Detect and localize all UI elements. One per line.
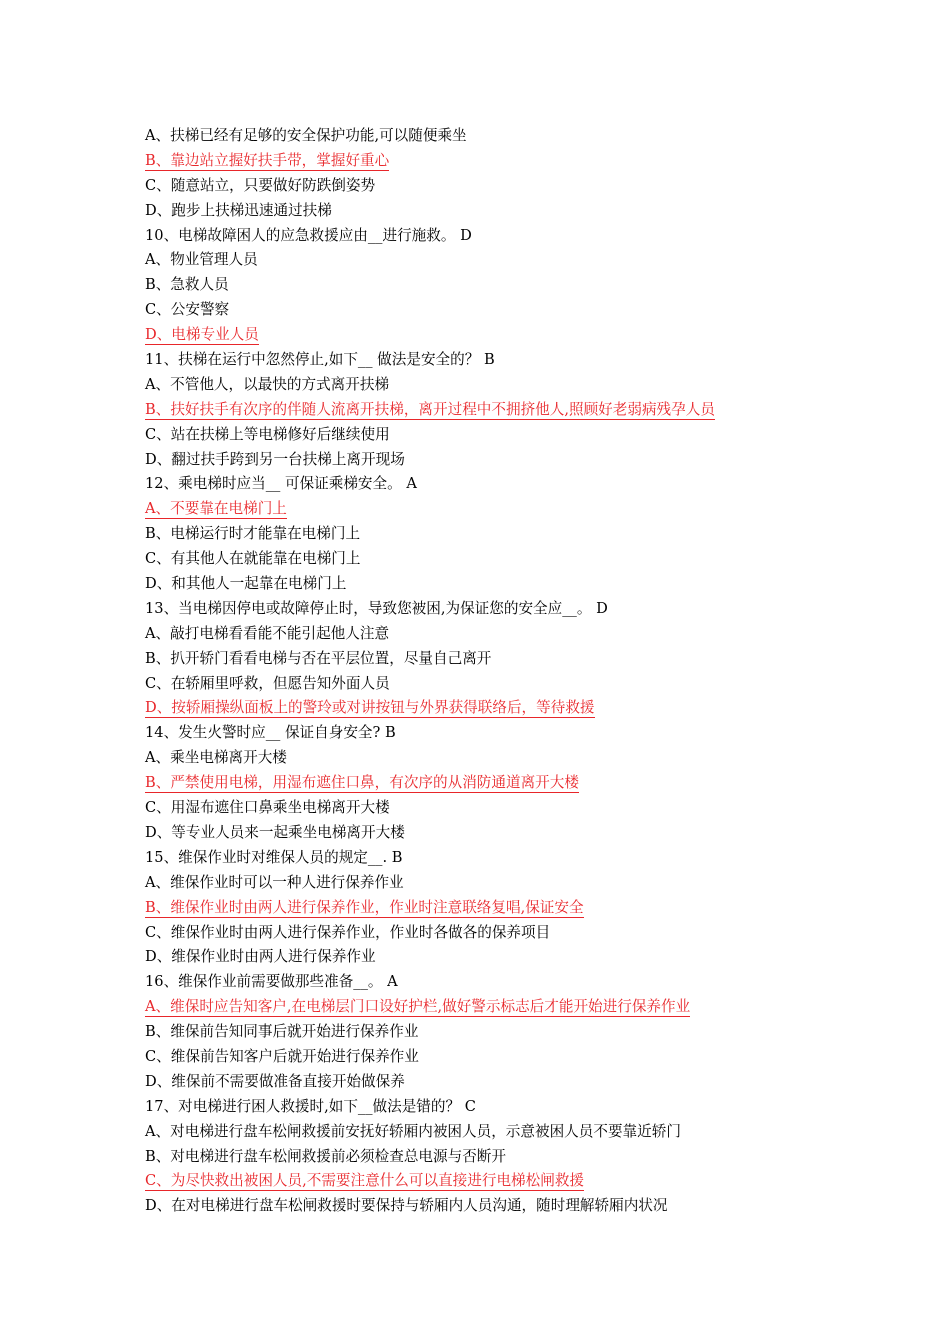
answer-line: [145, 1169, 835, 1194]
line-text: C、在轿厢里呼救，但愿告知外面人员: [145, 674, 390, 692]
line-text: D、按轿厢操纵面板上的警玲或对讲按钮与外界获得联络后，等待救援: [145, 699, 595, 717]
line-text: C、公安警察: [145, 301, 230, 319]
question-line: [145, 224, 835, 249]
question-line: [145, 597, 835, 622]
line-text: D、翻过扶手跨到另一台扶梯上离开现场: [145, 450, 405, 468]
question-line: [145, 821, 835, 846]
line-text: C、站在扶梯上等电梯修好后继续使用: [145, 425, 390, 443]
answer-line: [145, 696, 835, 721]
question-line: [145, 199, 835, 224]
question-line: [145, 522, 835, 547]
answer-line: [145, 771, 835, 796]
line-text: C、为尽快救出被困人员,不需要注意什么可以直接进行电梯松闸救援: [145, 1172, 585, 1190]
line-text: D、跑步上扶梯迅速通过扶梯: [145, 201, 332, 219]
answer-line: [145, 149, 835, 174]
question-line: [145, 273, 835, 298]
line-text: B、对电梯进行盘车松闸救援前必须检查总电源与否断开: [145, 1147, 506, 1165]
line-text: 12、乘电梯时应当__ 可保证乘梯安全。 A: [145, 475, 417, 493]
answer-line: [145, 497, 835, 522]
question-line: [145, 298, 835, 323]
line-text: A、扶梯已经有足够的安全保护功能,可以随便乘坐: [145, 127, 467, 144]
question-list: [145, 124, 835, 1219]
answer-line: [145, 323, 835, 348]
question-line: [145, 871, 835, 896]
line-text: 14、发生火警时应__ 保证自身安全? B: [145, 724, 396, 742]
line-text: A、维保作业时可以一种人进行保养作业: [145, 873, 404, 891]
line-text: C、维保作业时由两人进行保养作业，作业时各做各的保养项目: [145, 923, 551, 941]
question-line: [145, 1020, 835, 1045]
line-text: B、维保作业时由两人进行保养作业，作业时注意联络复唱,保证安全: [145, 898, 584, 916]
question-line: [145, 348, 835, 373]
question-line: [145, 672, 835, 697]
line-text: 16、维保作业前需要做那些准备__。 A: [145, 973, 398, 991]
line-text: A、物业管理人员: [145, 251, 258, 269]
question-line: [145, 1145, 835, 1170]
question-line: [145, 1095, 835, 1120]
question-line: [145, 373, 835, 398]
question-line: [145, 970, 835, 995]
question-line: [145, 423, 835, 448]
question-line: [145, 124, 835, 149]
line-text: D、电梯专业人员: [145, 326, 259, 344]
line-text: 10、电梯故障困人的应急救援应由__进行施救。 D: [145, 226, 472, 244]
question-line: [145, 547, 835, 572]
question-line: [145, 174, 835, 199]
answer-line: [145, 398, 835, 423]
line-text: A、乘坐电梯离开大楼: [145, 749, 287, 767]
line-text: A、敲打电梯看看能不能引起他人注意: [145, 624, 390, 642]
line-text: B、扶好扶手有次序的伴随人流离开扶梯，离开过程中不拥挤他人,照顾好老弱病残孕人员: [145, 400, 715, 418]
question-line: [145, 945, 835, 970]
answer-line: [145, 896, 835, 921]
question-line: [145, 248, 835, 273]
line-text: 11、扶梯在运行中忽然停止,如下__ 做法是安全的？ B: [145, 351, 495, 369]
line-text: A、不管他人，以最快的方式离开扶梯: [145, 375, 390, 393]
line-text: A、不要靠在电梯门上: [145, 500, 287, 518]
line-text: 15、维保作业时对维保人员的规定__. B: [145, 848, 403, 866]
line-text: A、对电梯进行盘车松闸救援前安抚好轿厢内被困人员，示意被困人员不要靠近轿门: [145, 1122, 681, 1140]
question-line: [145, 796, 835, 821]
line-text: D、和其他人一起靠在电梯门上: [145, 575, 347, 593]
question-line: [145, 921, 835, 946]
line-text: D、维保作业时由两人进行保养作业: [145, 948, 376, 966]
question-line: [145, 472, 835, 497]
line-text: B、维保前告知同事后就开始进行保养作业: [145, 1023, 419, 1041]
line-text: 17、对电梯进行困人救援时,如下__做法是错的？ C: [145, 1097, 476, 1115]
line-text: C、维保前告知客户后就开始进行保养作业: [145, 1047, 419, 1065]
question-line: [145, 572, 835, 597]
answer-line: [145, 995, 835, 1020]
question-line: [145, 1120, 835, 1145]
question-line: [145, 1194, 835, 1219]
line-text: B、扒开轿门看看电梯与否在平层位置，尽量自己离开: [145, 649, 492, 667]
line-text: B、靠边站立握好扶手带，掌握好重心: [145, 151, 390, 169]
question-line: [145, 448, 835, 473]
line-text: B、急救人员: [145, 276, 229, 294]
line-text: D、等专业人员来一起乘坐电梯离开大楼: [145, 823, 405, 841]
line-text: C、随意站立，只要做好防跌倒姿势: [145, 176, 376, 194]
question-line: [145, 1045, 835, 1070]
line-text: 13、当电梯因停电或故障停止时，导致您被困,为保证您的安全应__。 D: [145, 599, 608, 617]
question-line: [145, 721, 835, 746]
line-text: D、维保前不需要做准备直接开始做保养: [145, 1072, 405, 1090]
line-text: B、严禁使用电梯，用湿布遮住口鼻，有次序的从消防通道离开大楼: [145, 774, 579, 792]
line-text: B、电梯运行时才能靠在电梯门上: [145, 525, 361, 543]
question-line: [145, 846, 835, 871]
line-text: D、在对电梯进行盘车松闸救援时要保持与轿厢内人员沟通，随时理解轿厢内状况: [145, 1197, 668, 1215]
line-text: C、用湿布遮住口鼻乘坐电梯离开大楼: [145, 799, 390, 817]
question-line: [145, 1070, 835, 1095]
question-line: [145, 746, 835, 771]
line-text: C、有其他人在就能靠在电梯门上: [145, 550, 361, 568]
line-text: A、维保时应告知客户,在电梯层门口设好护栏,做好警示标志后才能开始进行保养作业: [145, 998, 691, 1016]
question-line: [145, 647, 835, 672]
question-line: [145, 622, 835, 647]
